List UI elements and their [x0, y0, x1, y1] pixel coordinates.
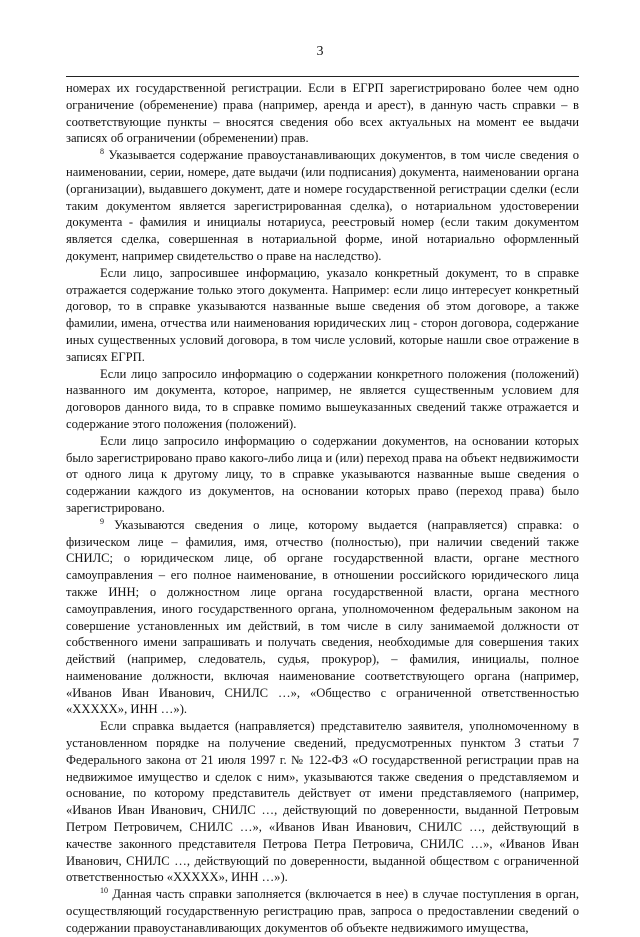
paragraph-text: Указываются сведения о лице, которому выдается (направляется) справка: о физическом лице – фамилия, имя, отчество (полностью), при наличии сведений также СНИЛС; о юридическом лице, об органе государственной власти, органе местного самоуправления – его полное наименование, в отношении российского юридического лица также ИНН; о должностном лице органа государственной власти, органа местного самоуправления, иного государственного органа, уполномоченном федеральным законом на совершение установленных им действий, в том числе в силу занимаемой должности от собственного имени запрашивать и получать сведения, необходимые для совершения таких действий (например, следователь, судья, прокурор), – фамилия, инициалы, полное наименование должности, включая наименование соответствующего органа (например, «Иванов Иван Иванович, СНИЛС …», «Общество с ограниченной ответственностью «ХХХХХ», ИНН …»).: [66, 517, 579, 717]
paragraph-continuation: [66, 80, 579, 147]
paragraph-text: Указывается содержание правоустанавливающих документов, в том числе сведения о наименовании, серии, номере, дате выдачи (или подписания) документа, наименовании органа (организации), выдавшего документ, дате и номере государственной регистрации сделки (если таким документом является зарегистрированная сделка), о нотариальном удостоверении документа - фамилия и инициалы нотариуса, реестровый номер (если таким документом является сделка, совершенная в нотариальной форме, иной нотариально оформленный документ, например свидетельство о праве на наследство).: [66, 148, 579, 263]
page-number: 3: [316, 44, 324, 59]
document-body: [66, 80, 579, 937]
header-rule: [66, 76, 579, 77]
paragraph-text: Если лицо, запросившее информацию, указало конкретный документ, то в справке отражается содержание только этого документа. Например: если лицо интересует конкретный договор, то в справке указываются названные выше сведения об этом договоре, а также фамилии, имена, отчества или наименования юридических лиц - сторон договора, содержание иных существенных условий договора, в том числе условий, которые нашли свое отражение в записях ЕГРП.: [66, 265, 579, 364]
paragraph-text: номерах их государственной регистрации. Если в ЕГРП зарегистрировано более чем одно ограничение (обременение) права (например, аренда и арест), в данную часть справки – в соответствующие пункты – вносятся сведения обо всех актуальных на момент ее выдачи записях об ограничении (обременении) прав.: [66, 81, 579, 146]
paragraph-footnote-8: [66, 147, 579, 265]
paragraph-text: Если справка выдается (направляется) представителю заявителя, уполномоченному в установленном порядке на получение сведений, предусмотренных пунктом 3 статьи 7 Федерального закона от 21 июля 1997 г. № 122-ФЗ «О государственной регистрации прав на недвижимое имущество и сделок с ним», указываются также сведения о представляемом и основание, по которому представитель действует от имени представляемого (например, «Иванов Иван Иванович, СНИЛС …, действующий по доверенности, выданной Петровым Петром Петровичем, СНИЛС …», «Иванов Иван Иванович, СНИЛС …, действующий в качестве законного представителя Петрова Петра Петровича, СНИЛС …», «Иванов Иван Иванович, СНИЛС …, действующий по доверенности, выданной обществом с ограниченной ответственностью «ХХХХХ», ИНН …»).: [66, 719, 579, 885]
footnote-marker: 9: [100, 516, 104, 526]
paragraph-text: Если лицо запросило информацию о содержании конкретного положения (положений) названного им документа, которое, например, не является существенным условием для договоров данного вида, то в справке помимо вышеуказанных сведений также отражается и содержание этого положения (положений).: [66, 366, 579, 431]
paragraph-text: Данная часть справки заполняется (включается в нее) в случае поступления в орган, осуществляющий государственную регистрацию прав, запроса о предоставлении сведений о содержании правоустанавливающих документов об объекте недвижимого имущества,: [66, 887, 579, 935]
paragraph-text: Если лицо запросило информацию о содержании документов, на основании которых было зарегистрировано право какого-либо лица и (или) переход права на объект недвижимости от одного лица к другому лицу, то в справке указываются названные выше сведения о содержании каждого из документов, на основании которых право (переход права) было зарегистрировано.: [66, 433, 579, 515]
paragraph-footnote-10: [66, 886, 579, 936]
paragraph: [66, 366, 579, 433]
paragraph: [66, 718, 579, 886]
paragraph: [66, 433, 579, 517]
footnote-marker: 8: [100, 147, 104, 157]
paragraph-footnote-9: [66, 517, 579, 719]
paragraph: [66, 265, 579, 366]
footnote-marker: 10: [100, 886, 108, 896]
